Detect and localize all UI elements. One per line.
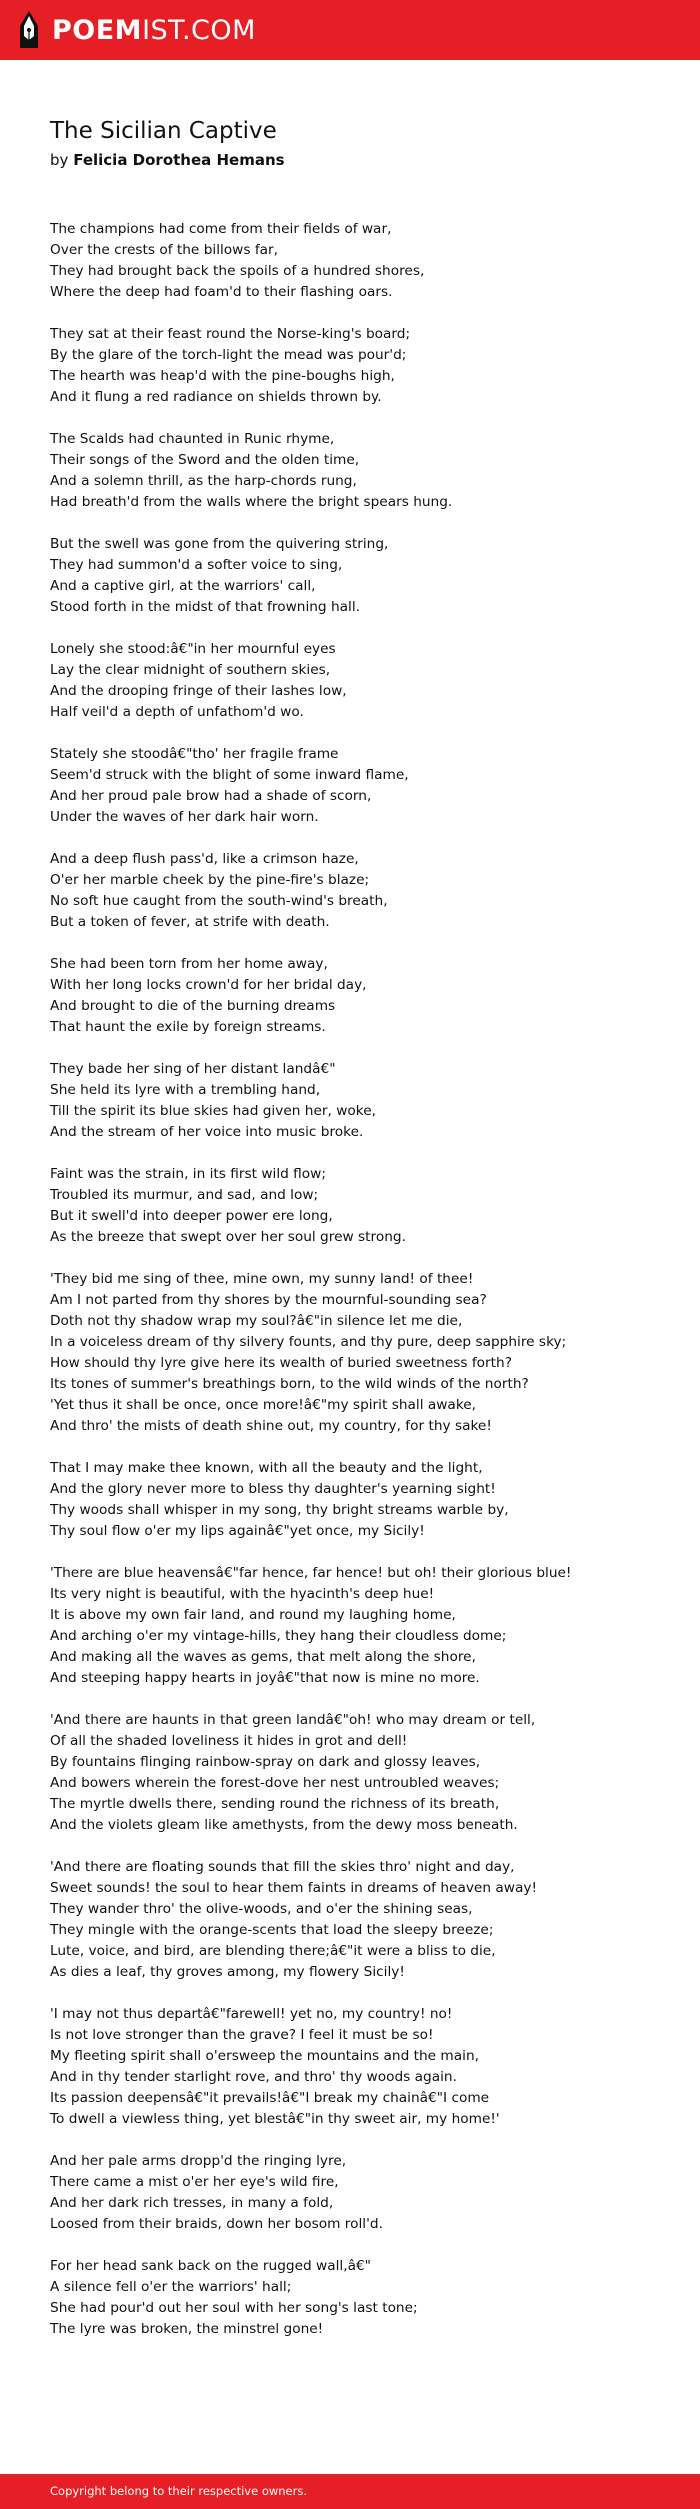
- poem-line: But it swell'd into deeper power ere long,: [50, 1208, 333, 1224]
- poem-line: 'Yet thus it shall be once, once more!â€"my spirit shall awake,: [50, 1397, 477, 1413]
- poem-line: Till the spirit its blue skies had given her, woke,: [50, 1103, 376, 1119]
- site-logo[interactable]: [18, 10, 256, 50]
- poem-line: That haunt the exile by foreign streams.: [50, 1019, 326, 1035]
- poem-line: They wander thro' the olive-woods, and o'er the shining seas,: [50, 1901, 473, 1917]
- stanza: [50, 2256, 660, 2340]
- stanza: [50, 534, 660, 618]
- poem-line: 'And there are floating sounds that fill the skies thro' night and day,: [50, 1859, 515, 1875]
- poem-line: And her dark rich tresses, in many a fold,: [50, 2195, 334, 2211]
- poem-line: And in thy tender starlight rove, and thro' thy woods again.: [50, 2069, 457, 2085]
- poem-line: Seem'd struck with the blight of some inward flame,: [50, 767, 409, 783]
- pen-nib-icon: [18, 10, 40, 50]
- poem-line: Had breath'd from the walls where the bright spears hung.: [50, 494, 453, 510]
- poem-line: They had summon'd a softer voice to sing,: [50, 557, 343, 573]
- poem-line: And the stream of her voice into music broke.: [50, 1124, 364, 1140]
- poem-line: The Scalds had chaunted in Runic rhyme,: [50, 431, 335, 447]
- poem-line: Its passion deepensâ€"it prevails!â€"I break my chainâ€"I come: [50, 2090, 490, 2106]
- poem-line: And a solemn thrill, as the harp-chords rung,: [50, 473, 357, 489]
- poem-line: They had brought back the spoils of a hundred shores,: [50, 263, 425, 279]
- stanza: [50, 2004, 660, 2130]
- poem-line: And steeping happy hearts in joyâ€"that now is mine no more.: [50, 1670, 480, 1686]
- poem-line: Its very night is beautiful, with the hyacinth's deep hue!: [50, 1586, 435, 1602]
- poem-line: And a captive girl, at the warriors' call,: [50, 578, 316, 594]
- poem-line: And her proud pale brow had a shade of scorn,: [50, 788, 372, 804]
- poem-line: And bowers wherein the forest-dove her nest untroubled weaves;: [50, 1775, 500, 1791]
- poem-line: By the glare of the torch-light the mead was pour'd;: [50, 347, 407, 363]
- poem-line: And a deep flush pass'd, like a crimson haze,: [50, 851, 359, 867]
- poem-line: Where the deep had foam'd to their flashing oars.: [50, 284, 393, 300]
- poem-line: My fleeting spirit shall o'ersweep the mountains and the main,: [50, 2048, 479, 2064]
- poem-line: And thro' the mists of death shine out, my country, for thy sake!: [50, 1418, 492, 1434]
- poem-line: Troubled its murmur, and sad, and low;: [50, 1187, 319, 1203]
- poem-line: She had been torn from her home away,: [50, 956, 328, 972]
- poem-line: 'There are blue heavensâ€"far hence, far hence! but oh! their glorious blue!: [50, 1565, 572, 1581]
- poem-line: Their songs of the Sword and the olden time,: [50, 452, 360, 468]
- poem-line: They sat at their feast round the Norse-king's board;: [50, 326, 411, 342]
- poem-line: With her long locks crown'd for her bridal day,: [50, 977, 367, 993]
- logo-text: [52, 14, 256, 46]
- poem-line: And the drooping fringe of their lashes low,: [50, 683, 347, 699]
- site-header: [0, 0, 700, 60]
- stanza: [50, 849, 660, 933]
- stanza: [50, 1269, 660, 1437]
- poem-line: They bade her sing of her distant landâ€": [50, 1061, 336, 1077]
- poem-line: Half veil'd a depth of unfathom'd wo.: [50, 704, 304, 720]
- poem-line: And making all the waves as gems, that melt along the shore,: [50, 1649, 476, 1665]
- poem-body: [50, 219, 660, 2340]
- poem-line: Stood forth in the midst of that frowning hall.: [50, 599, 360, 615]
- poem-line: But a token of fever, at strife with death.: [50, 914, 330, 930]
- poem-line: No soft hue caught from the south-wind's breath,: [50, 893, 388, 909]
- stanza: [50, 954, 660, 1038]
- stanza: [50, 1458, 660, 1542]
- stanza: [50, 639, 660, 723]
- poem-line: The champions had come from their fields of war,: [50, 221, 392, 237]
- poem-line: And brought to die of the burning dreams: [50, 998, 336, 1014]
- poem-line: Is not love stronger than the grave? I feel it must be so!: [50, 2027, 434, 2043]
- poem-line: Am I not parted from thy shores by the mournful-sounding sea?: [50, 1292, 487, 1308]
- poem-line: Over the crests of the billows far,: [50, 242, 279, 258]
- poem-line: Lute, voice, and bird, are blending there;â€"it were a bliss to die,: [50, 1943, 496, 1959]
- poem-line: And the glory never more to bless thy daughter's yearning sight!: [50, 1481, 496, 1497]
- poem-line: That I may make thee known, with all the beauty and the light,: [50, 1460, 483, 1476]
- poem-line: 'And there are haunts in that green landâ€"oh! who may dream or tell,: [50, 1712, 536, 1728]
- poem-byline: [50, 149, 660, 171]
- poem-line: Faint was the strain, in its first wild flow;: [50, 1166, 326, 1182]
- poem-line: She had pour'd out her soul with her song's last tone;: [50, 2300, 418, 2316]
- poem-line: Stately she stoodâ€"tho' her fragile frame: [50, 746, 339, 762]
- stanza: [50, 744, 660, 828]
- poem-line: Doth not thy shadow wrap my soul?â€"in silence let me die,: [50, 1313, 463, 1329]
- poem-line: To dwell a viewless thing, yet blestâ€"in thy sweet air, my home!': [50, 2111, 500, 2127]
- poem-line: And the violets gleam like amethysts, from the dewy moss beneath.: [50, 1817, 518, 1833]
- poem-line: Lonely she stood:â€"in her mournful eyes: [50, 641, 336, 657]
- poem-line: For her head sank back on the rugged wall,â€": [50, 2258, 371, 2274]
- poem-line: As dies a leaf, thy groves among, my flowery Sicily!: [50, 1964, 405, 1980]
- poem-line: A silence fell o'er the warriors' hall;: [50, 2279, 292, 2295]
- poem-line: Of all the shaded loveliness it hides in grot and dell!: [50, 1733, 408, 1749]
- poem-line: How should thy lyre give here its wealth of buried sweetness forth?: [50, 1355, 512, 1371]
- poem-line: The lyre was broken, the minstrel gone!: [50, 2321, 324, 2337]
- poem-line: Under the waves of her dark hair worn.: [50, 809, 319, 825]
- poem-line: As the breeze that swept over her soul grew strong.: [50, 1229, 406, 1245]
- logo-text-strong: POEM: [52, 14, 143, 46]
- poem-line: It is above my own fair land, and round my laughing home,: [50, 1607, 456, 1623]
- stanza: [50, 1164, 660, 1248]
- logo-text-light: IST.COM: [142, 14, 256, 46]
- poem-line: In a voiceless dream of thy silvery founts, and thy pure, deep sapphire sky;: [50, 1334, 567, 1350]
- copyright-text: Copyright belong to their respective owners.: [50, 2484, 308, 2498]
- poem-line: And her pale arms dropp'd the ringing lyre,: [50, 2153, 347, 2169]
- stanza: [50, 1710, 660, 1836]
- poem-line: Lay the clear midnight of southern skies,: [50, 662, 331, 678]
- poem-line: The hearth was heap'd with the pine-boughs high,: [50, 368, 395, 384]
- poem-line: There came a mist o'er her eye's wild fire,: [50, 2174, 339, 2190]
- poem-line: 'I may not thus departâ€"farewell! yet no, my country! no!: [50, 2006, 453, 2022]
- poem-line: Thy woods shall whisper in my song, thy bright streams warble by,: [50, 1502, 509, 1518]
- poem-content: [50, 117, 660, 2361]
- stanza: [50, 1857, 660, 1983]
- poem-line: O'er her marble cheek by the pine-fire's blaze;: [50, 872, 370, 888]
- poem-line: Its tones of summer's breathings born, to the wild winds of the north?: [50, 1376, 529, 1392]
- stanza: [50, 429, 660, 513]
- poem-line: Sweet sounds! the soul to hear them faints in dreams of heaven away!: [50, 1880, 537, 1896]
- stanza: [50, 324, 660, 408]
- site-footer: [0, 2474, 700, 2509]
- poem-line: 'They bid me sing of thee, mine own, my sunny land! of thee!: [50, 1271, 474, 1287]
- poem-title: The Sicilian Captive: [50, 118, 277, 144]
- stanza: [50, 219, 660, 303]
- poem-line: And it flung a red radiance on shields thrown by.: [50, 389, 382, 405]
- stanza: [50, 1059, 660, 1143]
- poem-line: But the swell was gone from the quivering string,: [50, 536, 389, 552]
- poem-line: Loosed from their braids, down her bosom roll'd.: [50, 2216, 383, 2232]
- poem-line: Thy soul flow o'er my lips againâ€"yet once, my Sicily!: [50, 1523, 425, 1539]
- poem-line: They mingle with the orange-scents that load the sleepy breeze;: [50, 1922, 494, 1938]
- poem-line: The myrtle dwells there, sending round the richness of its breath,: [50, 1796, 500, 1812]
- poem-line: She held its lyre with a trembling hand,: [50, 1082, 321, 1098]
- by-label: by: [50, 151, 69, 169]
- stanza: [50, 2151, 660, 2235]
- stanza: [50, 1563, 660, 1689]
- poem-line: And arching o'er my vintage-hills, they hang their cloudless dome;: [50, 1628, 507, 1644]
- author-link[interactable]: Felicia Dorothea Hemans: [73, 151, 285, 169]
- poem-line: By fountains flinging rainbow-spray on dark and glossy leaves,: [50, 1754, 481, 1770]
